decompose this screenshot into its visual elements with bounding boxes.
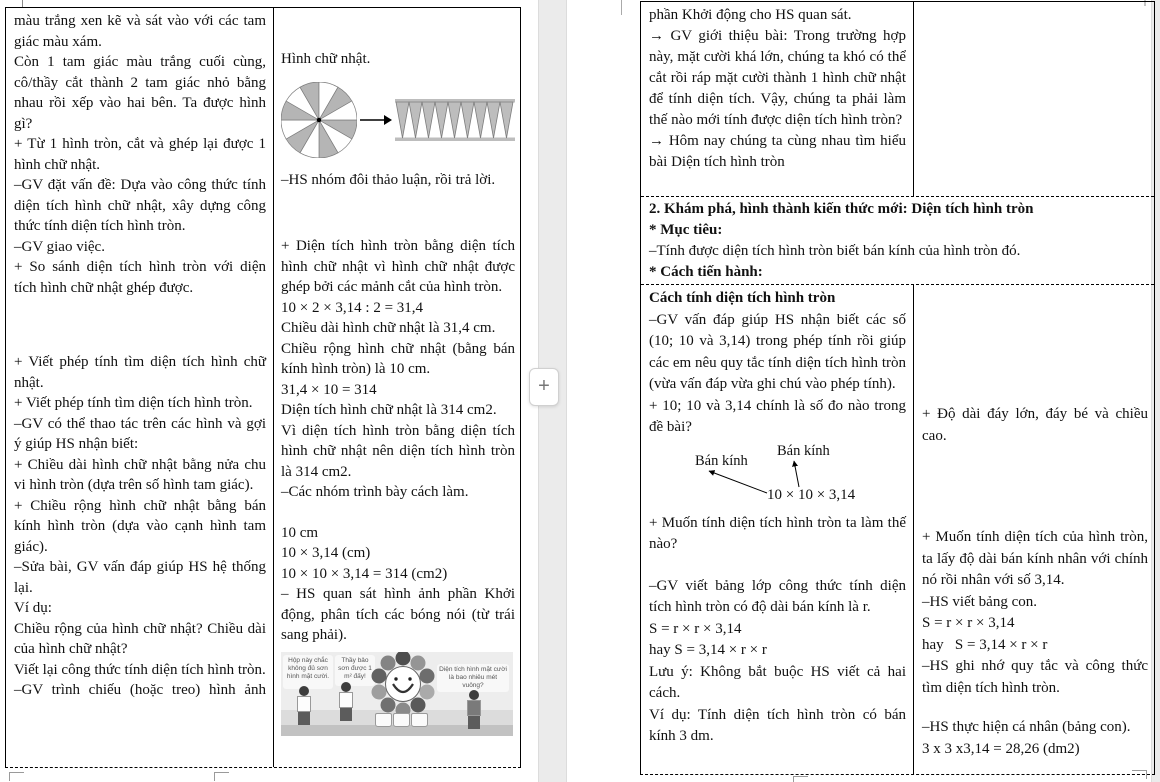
paragraph: phần Khởi động cho HS quan sát. [649,7,852,23]
paragraph: 2. Khám phá, hình thành kiến thức mới: Diện tích hình tròn [649,201,1034,217]
text-boundary-mark [793,776,808,782]
paragraph: Chiều dài hình chữ nhật là 31,4 cm. [281,320,496,336]
teacher-activities-cell[interactable] [641,2,914,196]
teacher-activities-cell[interactable] [641,285,914,774]
paragraph: hay S = 3,14 × r × r [649,642,767,658]
paragraph: 31,4 × 10 = 314 [281,381,377,398]
student-activities-cell[interactable] [274,8,520,767]
radius-annotation-diagram[interactable] [649,441,906,513]
paragraph: 10 × 3,14 (cm) [281,545,371,561]
paragraph: + Chiều dài hình chữ nhật bằng nửa chu vi hình tròn (dựa trên số hình tam giác). [14,456,266,493]
speech-bubble-3: Diện tích hình mặt cười là bao nhiêu mét vuông? [437,664,509,692]
circle-to-rectangle-figure[interactable] [281,80,515,160]
speech-bubble-2: Thầy bảo sơn được 1 m² đấy! [335,655,375,686]
speech-bubble-1: Hộp này chắc không đủ sơn hình mặt cười. [283,655,333,689]
teacher-activities-cell[interactable] [6,8,274,767]
paragraph: Ví dụ: Tính diện tích hình tròn có bán kính 3 dm. [649,706,906,744]
paragraph: 10 × 10 × 3,14 = 314 (cm2) [281,565,448,582]
student-figure [297,686,311,725]
paragraph: Ví dụ: [14,600,52,616]
paragraph: * Mục tiêu: [649,222,723,238]
paragraph: * Cách tiến hành: [649,264,763,280]
student-figure [467,690,481,729]
paragraph: + Muốn tính diện tích hình tròn ta làm thế nào? [649,514,906,552]
student-activities-cell-empty[interactable] [914,2,1154,196]
paragraph: + Từ 1 hình tròn, cắt và ghép lại được 1 hình chữ nhật. [14,136,266,173]
paragraph: màu trắng xen kẽ và sát vào với các tam giác màu xám. [14,13,266,50]
paragraph: + Chiều rộng hình chữ nhật bằng bán kính hình tròn (dựa vào cạnh hình tam giác). [14,497,266,555]
margin-tick [621,0,622,15]
student-activities-cell[interactable] [914,285,1154,774]
paragraph: Vì diện tích hình tròn bằng diện tích hình chữ nhật nên diện tích hình tròn là 314 cm2. [281,422,515,480]
paragraph: –HS thực hiện cá nhân (bảng con). [922,719,1131,735]
paragraph: + Độ dài đáy lớn, đáy bé và chiều cao. [922,406,1148,444]
paragraph: S = r × r × 3,14 [649,620,742,637]
student-figure [339,682,353,721]
paragraph: –HS ghi nhớ quy tắc và công thức tìm diện tích hình tròn. [922,658,1148,696]
paragraph: 10 × 2 × 3,14 : 2 = 31,4 [281,299,424,316]
paragraph: + Viết phép tính tìm diện tích hình chữ nhật. [14,354,266,391]
paragraph: → Hôm nay chúng ta cùng nhau tìm hiểu bài Diện tích hình tròn [649,133,906,170]
paragraph: – HS quan sát hình ảnh phần Khởi động, phân tích các bóng nói (từ trái sang phải). [281,586,515,643]
paragraph: 10 cm [281,524,319,541]
paint-bucket [393,713,410,727]
radius-label-right: Bán kính [777,442,830,459]
paragraph: Cách tính diện tích hình tròn [649,290,836,306]
sector-circle-figure [281,82,357,158]
paragraph: –HS viết bảng con. [922,593,1037,610]
paragraph: –GV viết bảng lớp công thức tính diện tích hình tròn có độ dài bán kính là r. [649,577,906,615]
paragraph: –HS nhóm đôi thảo luận, rồi trả lời. [281,171,496,188]
triangle-strip-figure [395,99,515,141]
section-header-row[interactable] [641,197,1154,285]
paragraph: –Các nhóm trình bày cách làm. [281,484,469,500]
paragraph: hay S = 3,14 × r × r [922,636,1048,653]
paragraph: Chiều rộng hình chữ nhật (bằng bán kính hình tròn) là 10 cm. [281,340,515,377]
paragraph: –GV có thể thao tác trên các hình và gợi ý giúp HS nhận biết: [14,415,266,452]
paragraph: –GV giao việc. [14,238,105,255]
table-row-intro [641,2,1154,197]
paint-bucket [375,713,392,727]
paint-bucket [411,713,428,727]
paragraph: + Muốn tính diện tích của hình tròn, ta lấy độ dài bán kính nhân với chính nó rồi nhân với số 3,14. [922,529,1148,588]
smiley-painting-illustration[interactable] [281,652,513,736]
paragraph: S = r × r × 3,14 [922,615,1015,631]
area-expression: 10 × 10 × 3,14 [767,486,856,503]
paragraph: + Diện tích hình tròn bằng diện tích hình chữ nhật vì hình chữ nhật được ghép bởi các mảnh cắt của hình tròn. [281,238,515,295]
paragraph: → GV giới thiệu bài: Trong trường hợp này, mặt cười khá lớn, chúng ta khó có thể cắt rồi ráp mặt cười thành 1 hình chữ nhật để tính diện tích. Vậy, chúng ta phải làm thế nào mới tính được diện tích hình tròn? [649,28,906,128]
paragraph: –GV vấn đáp giúp HS nhận biết các số (10; 10 và 3,14) trong phép tính rồi giúp các em nêu quy tắc tính diện tích hình tròn (vừa vấn đáp vừa ghi chú vào phép tính). [649,311,906,392]
right-arrow-icon [360,114,392,126]
table-row-method [641,285,1154,774]
paragraph: –GV trình chiếu (hoặc treo) hình ảnh [14,682,266,698]
paragraph: Hình chữ nhật. [281,51,371,67]
paragraph: Chiều rộng của hình chữ nhật? Chiều dài của hình chữ nhật? [14,620,266,657]
paragraph: + So sánh diện tích hình tròn với diện tích hình chữ nhật ghép được. [14,259,266,296]
lesson-plan-table-page2[interactable] [640,1,1155,775]
paragraph: –Sửa bài, GV vấn đáp giúp HS hệ thống lại. [14,559,266,596]
add-content-button[interactable]: + [529,368,559,406]
paragraph: Lưu ý: Không bắt buộc HS viết cả hai cách. [649,663,906,701]
paragraph: Viết lại công thức tính diện tích hình tròn. [14,661,266,678]
text-boundary-mark [9,772,24,781]
paragraph: Diện tích hình chữ nhật là 314 cm2. [281,402,497,418]
paragraph: 3 x 3 x3,14 = 28,26 (dm2) [922,740,1080,757]
paragraph: –GV đặt vấn đề: Dựa vào công thức tính diện tích hình chữ nhật, xây dựng công thức tính diện tích hình tròn. [14,177,266,234]
paragraph: Còn 1 tam giác màu trắng cuối cùng, cô/thầy cắt thành 2 tam giác nhỏ bằng nhau rồi xếp vào hai bên. Ta được hình gì? [14,54,266,132]
paragraph: –Tính được diện tích hình tròn biết bán kính của hình tròn đó. [649,243,1021,259]
lesson-plan-table-page1[interactable] [5,7,521,768]
paragraph: + Viết phép tính tìm diện tích hình tròn. [14,395,253,411]
text-boundary-mark [214,772,229,781]
radius-label-left: Bán kính [695,452,748,469]
paragraph: + 10; 10 và 3,14 chính là số đo nào trong đề bài? [649,397,906,435]
